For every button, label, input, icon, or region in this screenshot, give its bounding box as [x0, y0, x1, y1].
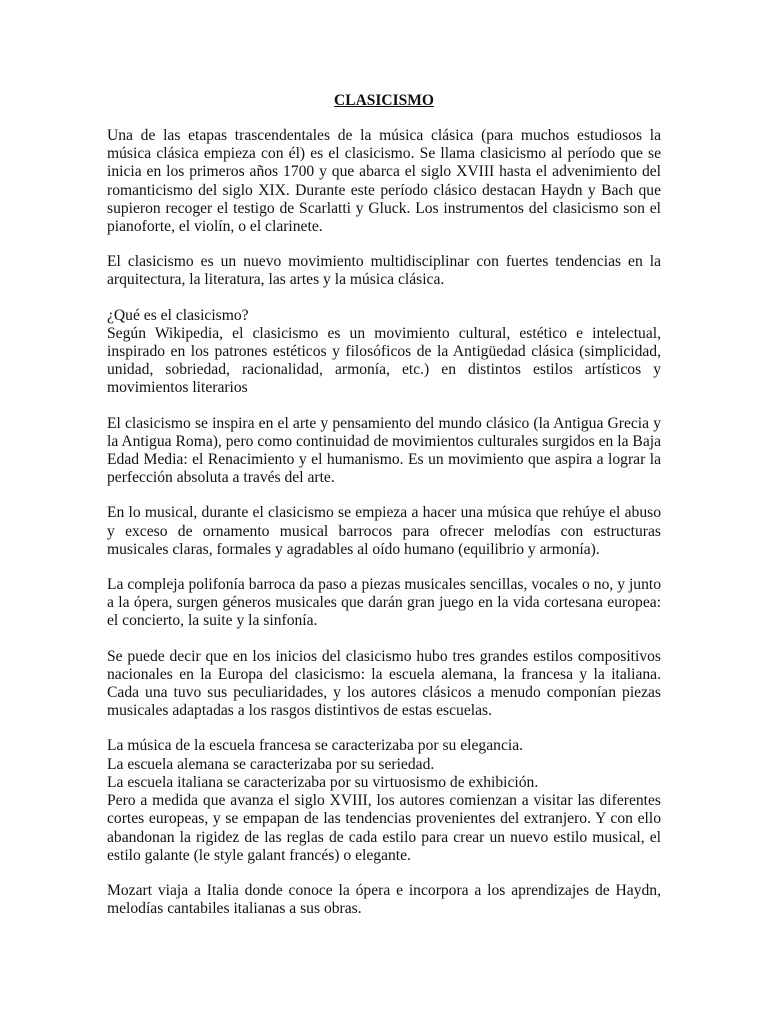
paragraph-inspiration: El clasicismo se inspira en el arte y pensamiento del mundo clásico (la Antigua Grecia y la Antigua Roma), pero como continuidad de movimientos culturales surgidos en la Baja Edad Media: el Renacimiento y el humanismo. Es un movimiento que aspira a lograr la perfección absoluta a través del arte. — [107, 414, 661, 487]
paragraph-musical: En lo musical, durante el clasicismo se empieza a hacer una música que rehúye el abuso y exceso de ornamento musical barrocos para ofrecer melodías con estructuras musicales claras, formales y agradables al oído humano (equilibrio y armonía). — [107, 504, 661, 558]
document-title: CLASICISMO — [334, 92, 434, 109]
line-german-school: La escuela alemana se caracterizaba por su seriedad. — [107, 755, 435, 773]
paragraph-galant: Pero a medida que avanza el siglo XVIII, los autores comienzan a visitar las diferentes cortes europeas, y se empapan de las tendencias provenientes del extranjero. Y con ello abandonan la rigidez de las reglas de cada estilo para crear un nuevo estilo musical, el estilo galante (le style galant francés) o elegante. — [107, 792, 661, 864]
paragraph-polyphony: La compleja polifonía barroca da paso a piezas musicales sencillas, vocales o no, y junto a la ópera, surgen géneros musicales que darán gran juego en la vida cortesana europea: el concierto, la suite y la sinfonía. — [107, 576, 661, 630]
paragraph-movement: El clasicismo es un nuevo movimiento multidisciplinar con fuertes tendencias en la arquitectura, la literatura, las artes y la música clásica. — [107, 253, 661, 289]
line-french-school: La música de la escuela francesa se caracterizaba por su elegancia. — [107, 737, 524, 755]
paragraph-mozart: Mozart viaja a Italia donde conoce la ópera e incorpora a los aprendizajes de Haydn, melodías cantabiles italianas a sus obras. — [107, 881, 661, 918]
question-heading: ¿Qué es el clasicismo? — [107, 306, 249, 324]
paragraph-wikipedia: Según Wikipedia, el clasicismo es un movimiento cultural, estético e intelectual, inspirado en los patrones estéticos y filosóficos de la Antigüedad clásica (simplicidad, unidad, sobriedad, racionalidad, armonía, etc.) en distintos estilos artísticos y movimientos literarios — [107, 324, 661, 397]
paragraph-schools: Se puede decir que en los inicios del clasicismo hubo tres grandes estilos compositivos nacionales en la Europa del clasicismo: la escuela alemana, la francesa y la italiana. Cada una tuvo sus peculiaridades, y los autores clásicos a menudo componían piezas musicales adaptadas a los rasgos distintivos de estas escuelas. — [107, 647, 661, 720]
paragraph-intro: Una de las etapas trascendentales de la música clásica (para muchos estudiosos la música clásica empieza con él) es el clasicismo. Se llama clasicismo al período que se inicia en los primeros años 1700 y que abarca el siglo XVIII hasta el advenimiento del romanticismo del siglo XIX. Durante este período clásico destacan Haydn y Bach que supieron recoger el testigo de Scarlatti y Gluck. Los instrumentos del clasicismo son el pianoforte, el violín, o el clarinete. — [107, 127, 661, 236]
line-italian-school: La escuela italiana se caracterizaba por su virtuosismo de exhibición. — [107, 773, 539, 791]
document-body — [107, 127, 661, 935]
